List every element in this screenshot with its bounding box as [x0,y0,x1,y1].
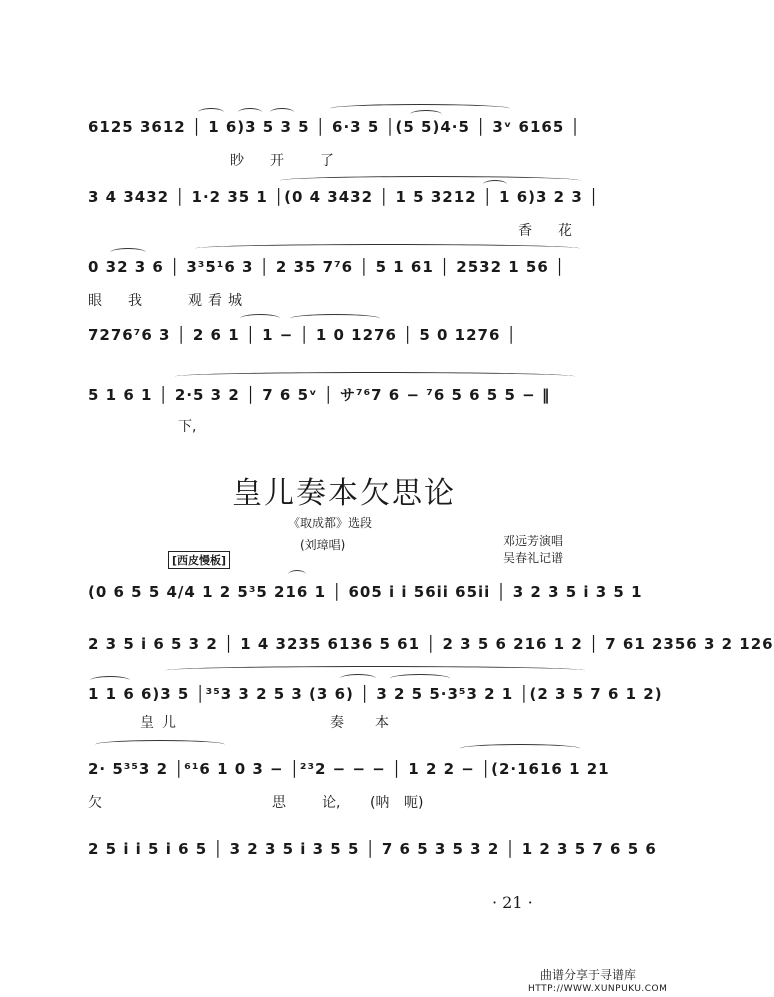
lyric-4: (呐 [370,795,390,811]
song-title: 皇儿奏本欠思论 [232,476,456,511]
lyric-1: 眼 [88,293,102,309]
slur [175,372,575,381]
watermark-text: 曲谱分享于寻谱库 [540,968,637,982]
slur [238,108,262,117]
slur [290,314,380,323]
lyric-5: 呃) [404,795,424,811]
lyric-3: 观 [188,293,202,309]
score-row-1-notes: 6125 3612 │ 1 6)3 5 3 5 │ 6·3 5 │(5 5)4·5 │ 3ᵛ 6165 │ [88,118,581,136]
slur [340,674,376,683]
slur [90,676,130,685]
lyric-1: 欠 [88,795,102,811]
slur [270,108,294,117]
watermark-url: HTTP://WWW.XUNPUKU.COM [528,984,668,994]
slur [198,108,224,117]
score-row-2-notes: 3 4 3432 │ 1·2 35 1 │(0 4 3432 │ 1 5 3212 │ 1 6)3 2 3 │ [88,188,600,206]
notator-credit: 吴春礼记谱 [503,551,564,565]
score-row-4-notes: 7276⁷6 3 │ 2 6 1 │ 1 − │ 1 0 1276 │ 5 0 1276 │ [88,326,517,344]
slur [288,570,306,579]
slur [280,176,580,185]
tempo-tag: [西皮慢板] [168,551,230,569]
slur [95,740,225,749]
lyric-1: 皇 [140,715,154,731]
slur [165,666,585,675]
lyric-3: 了 [320,153,334,169]
lyric-2: 开 [270,153,284,169]
lyric-1: 香 [518,223,532,239]
lyric-2: 儿 [162,715,176,731]
score-row-5-notes: 2 5 i i 5 i 6 5 │ 3 2 3 5 i 3 5 5 │ 7 6 5 3 5 3 2 │ 1 2 3 5 7 6 5 6 [88,840,657,858]
lyric-4: 看 [208,293,222,309]
lyric-1: 眇 [230,153,244,169]
lyric-2: 思 [272,795,286,811]
slur [460,744,580,753]
lyric-3: 奏 [330,715,344,731]
score-row-1-notes: (0 6 5 5 4/4 1 2 5³5 216 1 │ 605 i i 56ii 65ii │ 3 2 3 5 i 3 5 1 [88,583,643,601]
lyric-5: 城 [228,293,242,309]
slur [390,674,450,683]
slur [195,244,580,253]
lyric-4: 本 [375,715,389,731]
singer-note: (刘璋唱) [300,538,346,552]
score-row-2-notes: 2 3 5 i 6 5 3 2 │ 1 4 3235 6136 5 61 │ 2 3 5 6 216 1 2 │ 7 61 2356 3 2 126 [88,635,774,653]
score-row-4-notes: 2· 5³⁵3 2 │⁶¹6 1 0 3 − │²³2 − − − │ 1 2 2 − │(2·1616 1 21 [88,760,610,778]
song-subtitle: 《取成都》选段 [288,516,373,530]
score-row-5-notes: 5 1 6 1 │ 2·5 3 2 │ 7 6 5ᵛ │ サ⁷⁶7 6 − ⁷6 5 6 5 5 − ‖ [88,386,551,404]
performer-credit: 邓远芳演唱 [503,534,564,548]
page-number: · 21 · [492,893,533,912]
score-row-3-notes: 1 1 6 6)3 5 │³⁵3 3 2 5 3 (3 6) │ 3 2 5 5·3⁵3 2 1 │(2 3 5 7 6 1 2) [88,685,663,703]
lyric-1: 下, [178,419,197,435]
slur [483,180,507,189]
slur [240,314,280,323]
lyric-2: 花 [558,223,572,239]
lyric-3: 论, [322,795,341,811]
slur [110,248,146,257]
score-row-3-notes: 0 32 3 6 │ 3³5¹6 3 │ 2 35 7⁷6 │ 5 1 61 │ 2532 1 56 │ [88,258,566,276]
slur [410,110,442,119]
lyric-2: 我 [128,293,142,309]
